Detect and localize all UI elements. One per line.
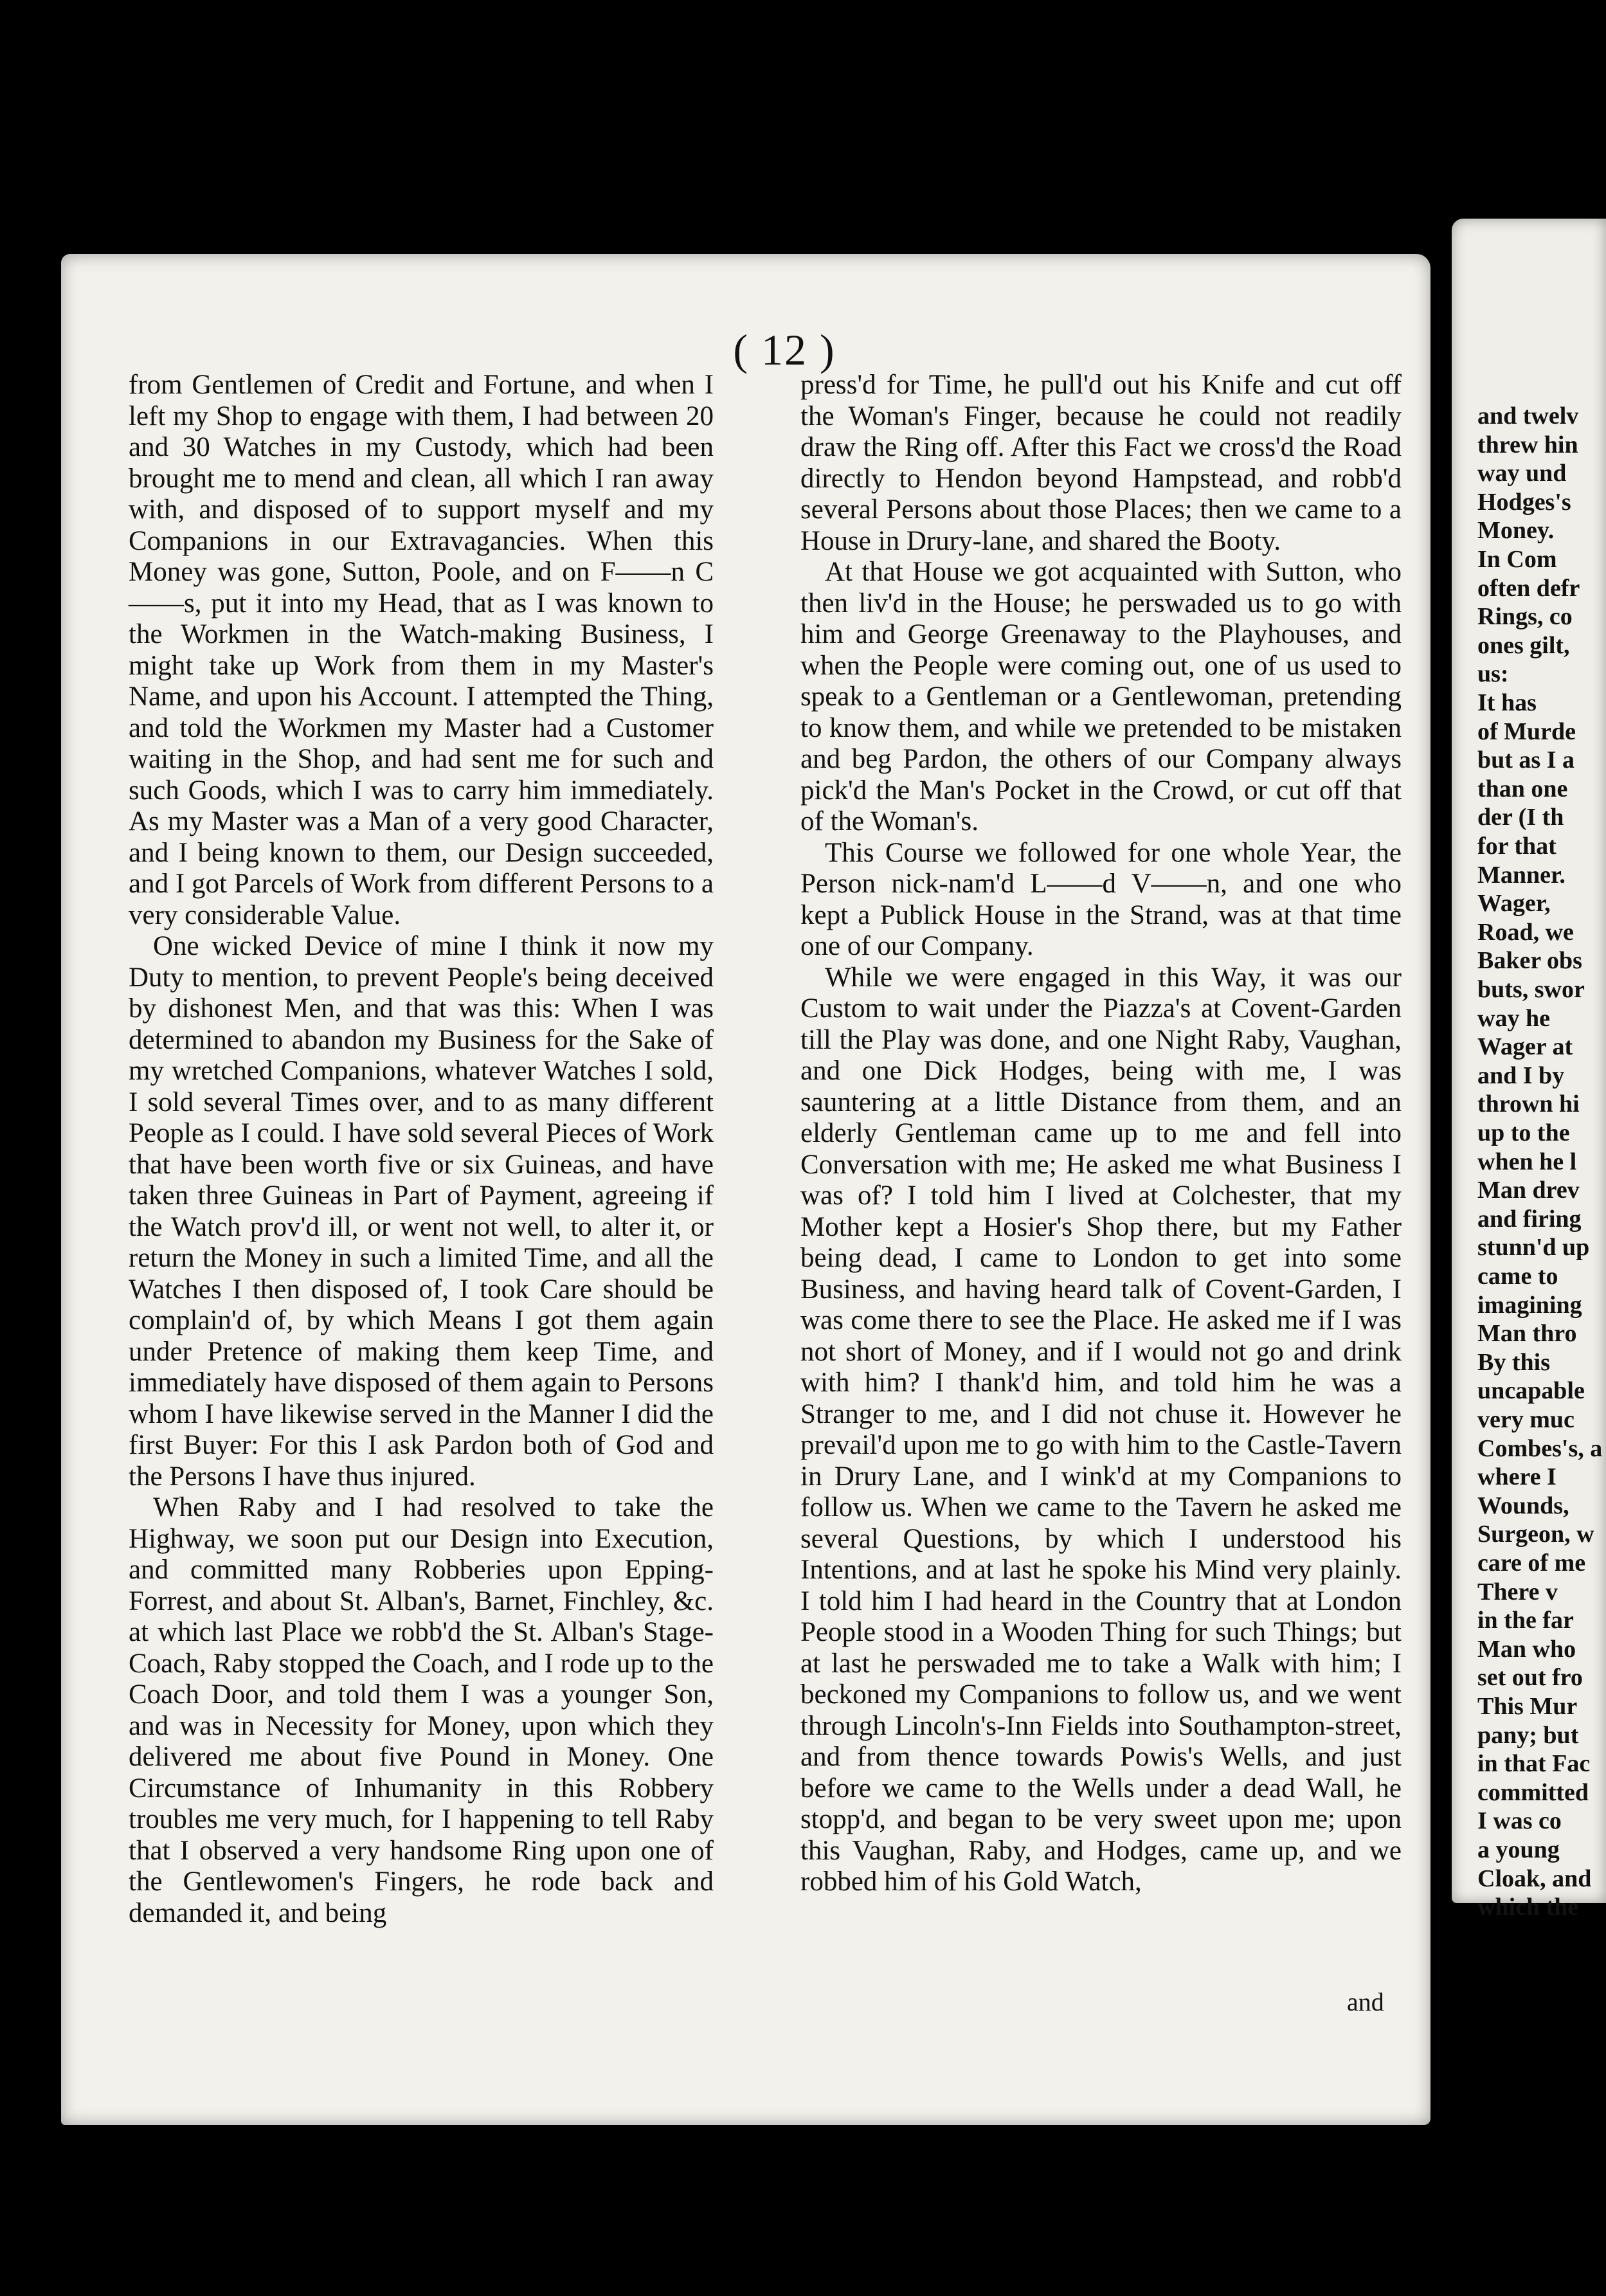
adjacent-page-line: in the far: [1477, 1607, 1574, 1634]
adjacent-page-edge: [1452, 219, 1606, 1921]
paragraph: This Course we followed for one whole Year, the Person nick-nam'd L——d V——n, and one who kept a Publick House in the Strand, was at that time one of our Company.: [800, 837, 1402, 961]
adjacent-page-line: stunn'd up: [1477, 1234, 1590, 1261]
paragraph: One wicked Device of mine I think it now my Duty to mention, to prevent People's being deceived by dishonest Men, and that was this: When I was determined to abandon my Business for the Sake of my wretched Companions, whatever Watches I sold, I sold several Times over, and to as many different People as I could. I have sold several Pieces of Work that have been worth five or six Guineas, and have taken three Guineas in Part of Payment, agreeing if the Watch prov'd ill, or went not well, to alter it, or return the Money in such a limited Time, and all the Watches I then disposed of, I took Care should be complain'd of, by which Means I got them again under Pretence of making them keep Time, and immediately have disposed of them again to Persons whom I have likewise served in the Manner I did the first Buyer: For this I ask Pardon both of God and the Persons I have thus injured.: [129, 931, 714, 1492]
adjacent-page-line: Road, we: [1477, 918, 1574, 946]
adjacent-page-line: and firing: [1477, 1205, 1582, 1233]
adjacent-page-line: set out fro: [1477, 1664, 1583, 1692]
adjacent-page-line: It has: [1477, 689, 1537, 716]
adjacent-page-line: pany; but: [1477, 1721, 1579, 1749]
adjacent-page-line: often defr: [1477, 574, 1580, 602]
adjacent-page-line: I was co: [1477, 1807, 1562, 1835]
adjacent-page-line: and I by: [1477, 1062, 1565, 1089]
adjacent-page-line: up to the: [1477, 1119, 1570, 1146]
adjacent-page-line: Hodges's: [1477, 488, 1571, 516]
adjacent-page-line: for that: [1477, 833, 1556, 860]
adjacent-page-line: Cloak, and: [1477, 1865, 1592, 1892]
adjacent-page-line: committed: [1477, 1778, 1589, 1806]
adjacent-page-line: Man thro: [1477, 1320, 1577, 1348]
adjacent-page-line: of Murde: [1477, 718, 1576, 745]
paragraph: press'd for Time, he pull'd out his Knife and cut off the Woman's Finger, because he could not readily draw the Ring off. After this Fact we cross'd the Road directly to Hendon beyond Hampstead, and robb'd several Persons about those Places; then we came to a House in Drury-lane, and shared the Booty.: [800, 370, 1402, 556]
adjacent-page-line: There v: [1477, 1578, 1558, 1605]
adjacent-page-line: way und: [1477, 460, 1567, 487]
adjacent-page-line: when he l: [1477, 1148, 1577, 1175]
adjacent-page-line: came to: [1477, 1263, 1558, 1290]
adjacent-page-line: Baker obs: [1477, 947, 1582, 975]
adjacent-page-line: Rings, co: [1477, 603, 1573, 631]
adjacent-page-line: Wounds,: [1477, 1492, 1569, 1519]
adjacent-page-line: imagining: [1477, 1291, 1582, 1319]
adjacent-page-line: By this: [1477, 1348, 1550, 1376]
left-column: [129, 370, 714, 1929]
page-number: ( 12 ): [733, 325, 836, 374]
adjacent-page-line: very muc: [1477, 1406, 1574, 1433]
adjacent-page-line: Wager,: [1477, 890, 1551, 917]
adjacent-page-line: uncapable: [1477, 1377, 1585, 1405]
adjacent-page-line: der (I th: [1477, 804, 1564, 831]
adjacent-page-line: buts, swor: [1477, 976, 1585, 1003]
adjacent-page-line: care of me: [1477, 1550, 1586, 1577]
adjacent-page-line: but as I a: [1477, 746, 1574, 774]
adjacent-page-line: Man who: [1477, 1635, 1576, 1663]
catchword: and: [1347, 1987, 1384, 2016]
adjacent-page-line: ones gilt,: [1477, 631, 1570, 659]
paragraph: from Gentlemen of Credit and Fortune, and when I left my Shop to engage with them, I had between 20 and 30 Watches in my Custody, which had been brought me to mend and clean, all which I ran away with, and disposed of to support myself and my Companions in our Extravagancies. When this Money was gone, Sutton, Poole, and on F——n C——s, put it into my Head, that as I was known to the Workmen in the Watch-making Business, I might take up Work from them in my Master's Name, and upon his Account. I attempted the Thing, and told the Workmen my Master had a Customer waiting in the Shop, and had sent me for such and such Goods, which I was to carry him immediately. As my Master was a Man of a very good Character, and I being known to them, our Design succeeded, and I got Parcels of Work from different Persons to a very considerable Value.: [129, 370, 714, 930]
adjacent-page-line: and twelv: [1477, 402, 1579, 429]
adjacent-page-line: This Mur: [1477, 1693, 1578, 1720]
adjacent-page-line: thrown hi: [1477, 1090, 1580, 1118]
adjacent-page-line: Man drev: [1477, 1177, 1580, 1204]
adjacent-page-line: than one: [1477, 775, 1568, 802]
adjacent-page-line: Wager at: [1477, 1033, 1573, 1061]
right-column: [800, 370, 1402, 1898]
adjacent-page-line: way he: [1477, 1004, 1550, 1032]
adjacent-page-line: where I: [1477, 1463, 1556, 1491]
adjacent-page-line: us:: [1477, 660, 1509, 688]
paragraph: At that House we got acquainted with Sutton, who then liv'd in the House; he perswaded us to go with him and George Greenaway to the Playhouses, and when the People were coming out, one of us used to speak to a Gentleman or a Gentlewoman, pretending to know them, and while we pretended to be mistaken and beg Pardon, the others of our Company always pick'd the Man's Pocket in the Crowd, or cut off that of the Woman's.: [800, 557, 1402, 836]
paragraph: When Raby and I had resolved to take the Highway, we soon put our Design into Execution, and committed many Robberies upon Epping-Forrest, and about St. Alban's, Barnet, Finchley, &c. at which last Place we robb'd the St. Alban's Stage-Coach, Raby stopped the Coach, and I rode up to the Coach Door, and told them I was a younger Son, and was in Necessity for Money, upon which they delivered me about five Pound in Money. One Circumstance of Inhumanity in this Robbery troubles me very much, for I happening to tell Raby that I observed a very handsome Ring upon one of the Gentlewomen's Fingers, he rode back and demanded it, and being: [129, 1492, 714, 1928]
adjacent-page-line: Combes's, a: [1477, 1434, 1603, 1462]
paragraph: While we were engaged in this Way, it was our Custom to wait under the Piazza's at Covent-Garden till the Play was done, and one Night Raby, Vaughan, and one Dick Hodges, being with me, I was sauntering at a little Distance from them, and an elderly Gentleman came up to me and fell into Conversation with me; He asked me what Business I was of? I told him I lived at Colchester, that my Mother kept a Hosier's Shop there, but my Father being dead, I came to London to get into some Business, and having heard talk of Covent-Garden, I was come there to see the Place. He asked me if I was not short of Money, and if I would not go and drink with him? I thank'd him, and told him he was a Stranger to me, and I did not chuse it. However he prevail'd upon me to go with him to the Castle-Tavern in Drury Lane, and I wink'd at my Companions to follow us. When we came to the Tavern he asked me several Questions, by which I understood his Intentions, and at last he spoke his Mind very plainly. I told him I had heard in the Country that at London People stood in a Wooden Thing for such Things; but at last he perswaded me to take a Walk with him; I beckoned my Companions to follow us, and we went through Lincoln's-Inn Fields into Southampton-street, and from thence towards Powis's Wells, and just before we came to the Wells under a dead Wall, he stopp'd, and began to be very sweet upon me; upon this Vaughan, Raby, and Hodges, came up, and we robbed him of his Gold Watch,: [800, 962, 1402, 1897]
adjacent-page-line: Manner.: [1477, 861, 1565, 889]
adjacent-page-line: threw hin: [1477, 431, 1578, 458]
adjacent-page-line: in that Fac: [1477, 1750, 1591, 1778]
adjacent-page-line: Money.: [1477, 517, 1555, 545]
adjacent-page-line: Surgeon, w: [1477, 1521, 1594, 1548]
adjacent-page-line: a young: [1477, 1836, 1560, 1863]
adjacent-page-line: In Com: [1477, 546, 1557, 573]
adjacent-page-line: which the: [1477, 1894, 1579, 1921]
